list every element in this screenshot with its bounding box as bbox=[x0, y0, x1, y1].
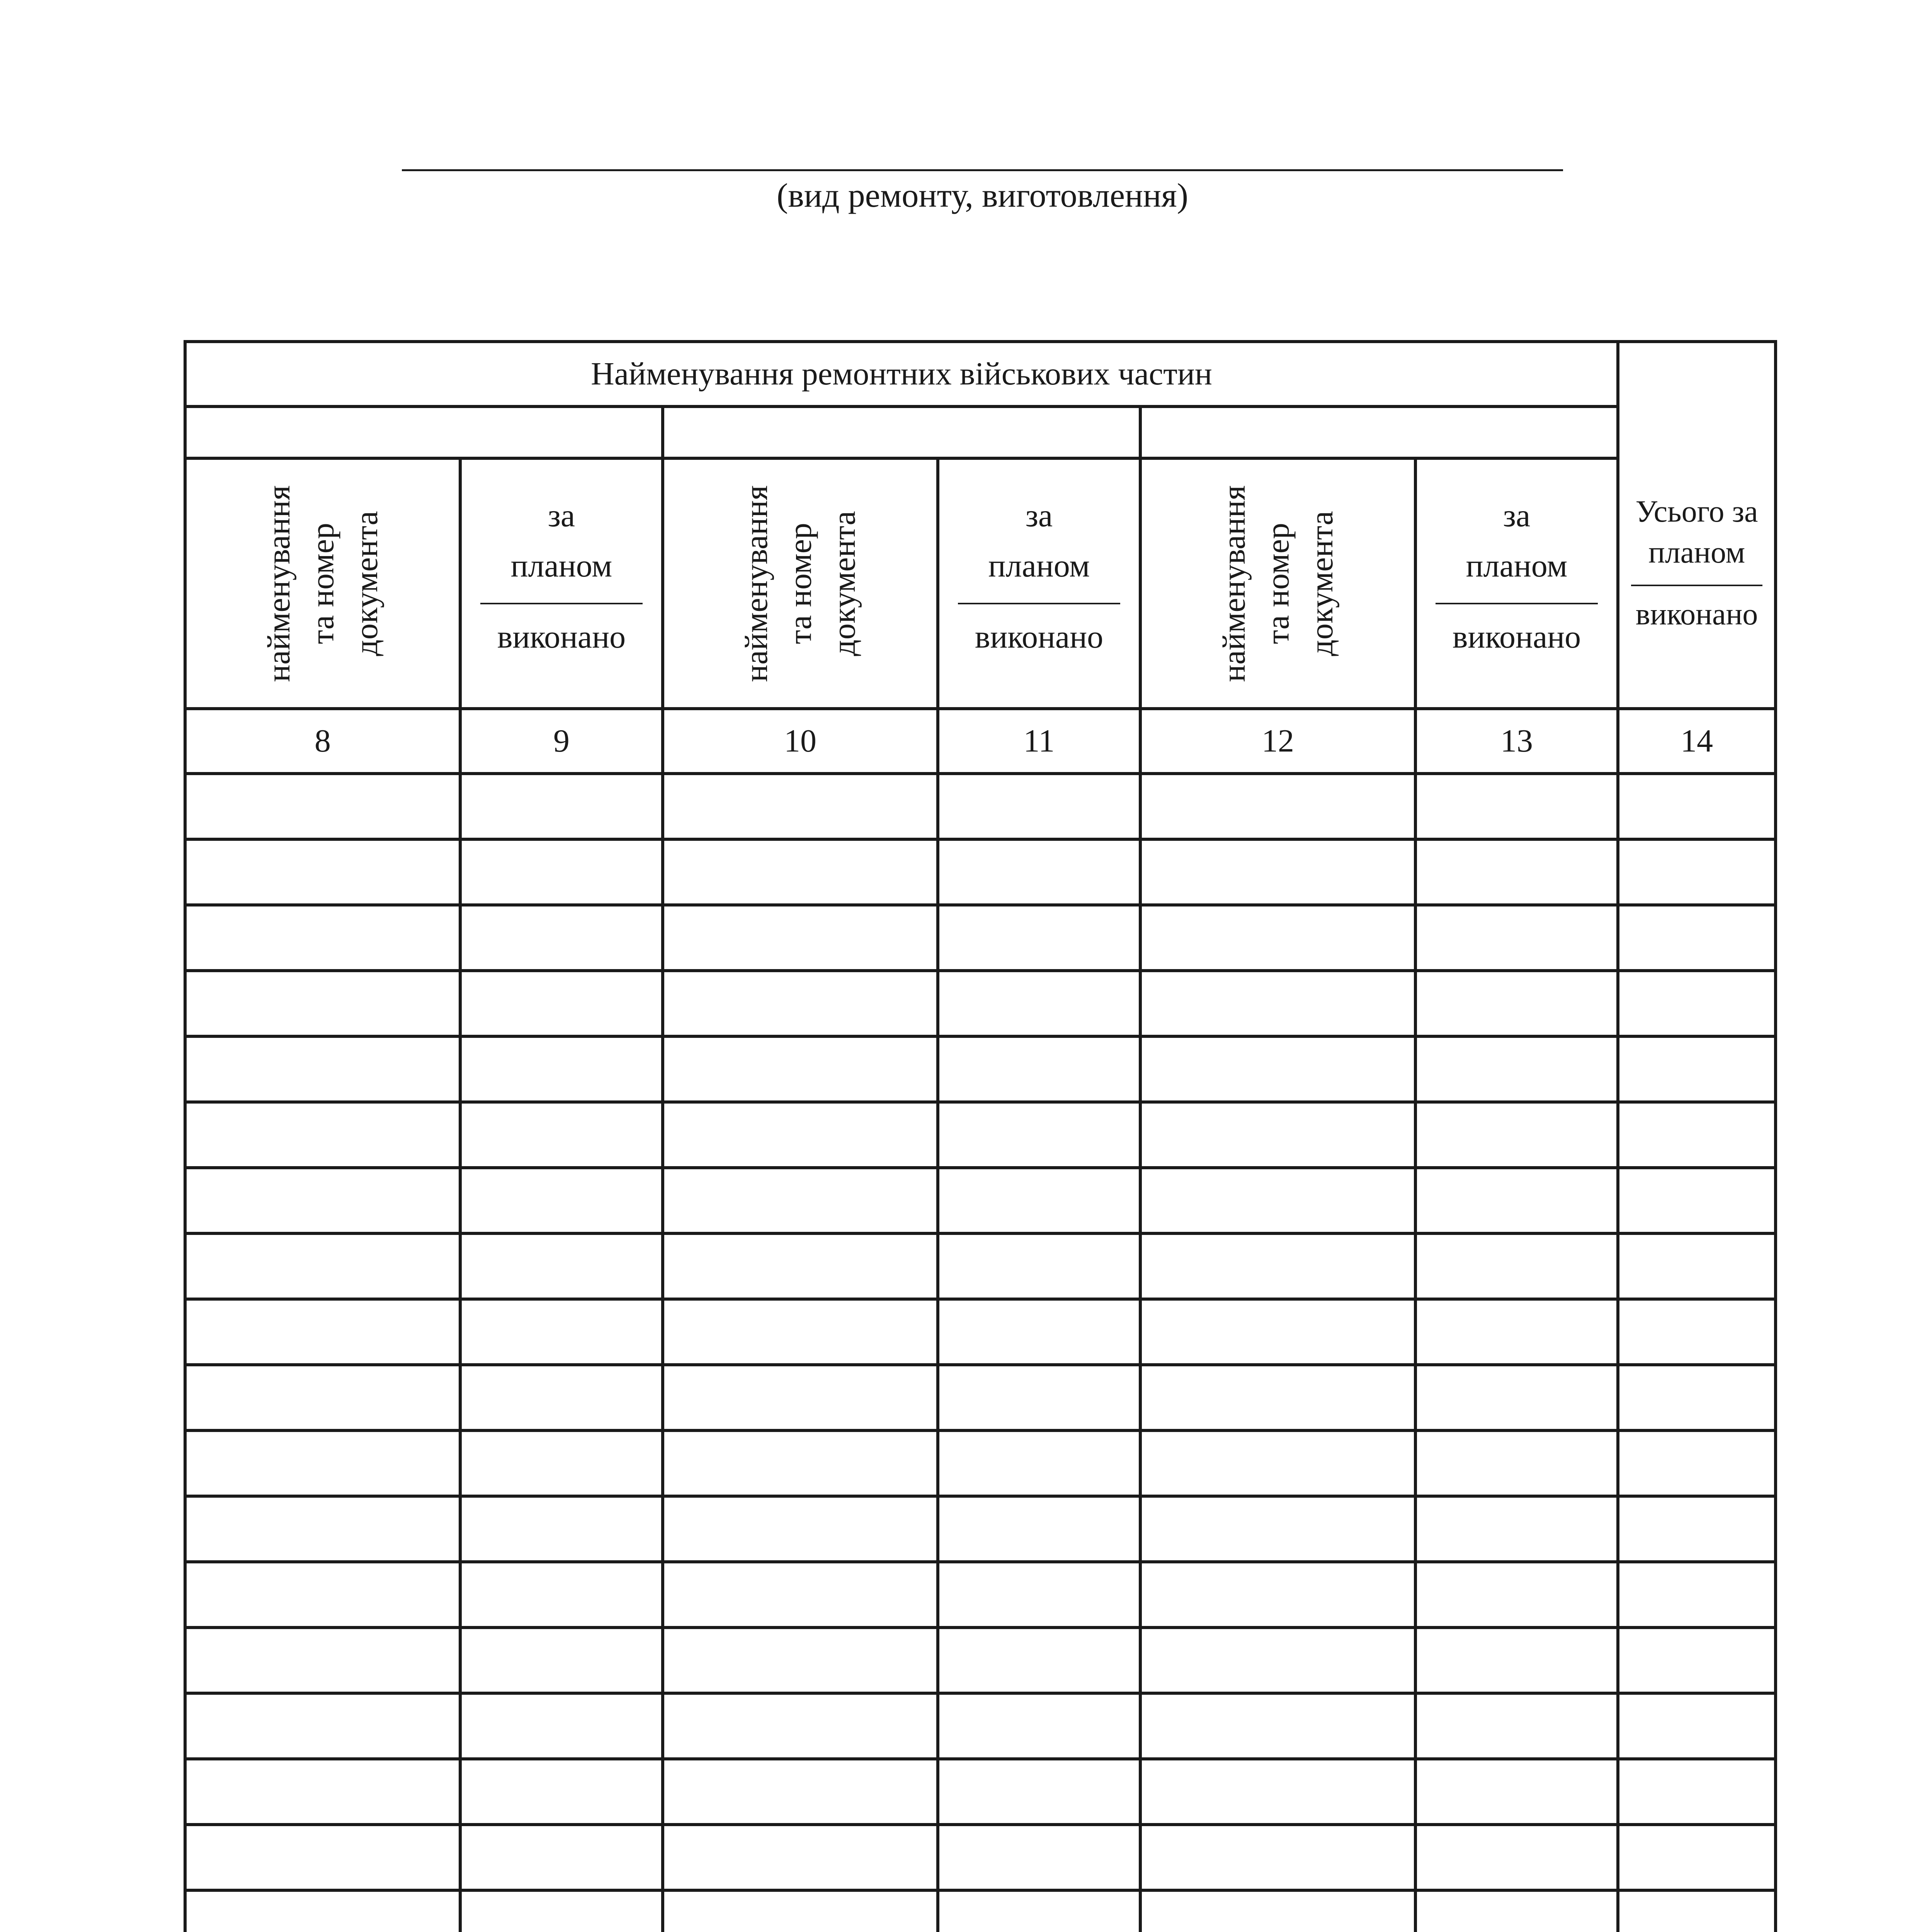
table-cell[interactable] bbox=[1415, 1168, 1618, 1233]
table-cell[interactable] bbox=[1415, 1365, 1618, 1430]
table-cell[interactable] bbox=[1415, 1036, 1618, 1102]
table-cell[interactable] bbox=[1415, 1825, 1618, 1890]
table-cell[interactable] bbox=[1415, 1102, 1618, 1168]
plan-label: за планом bbox=[510, 498, 612, 584]
table-cell[interactable] bbox=[938, 1365, 1140, 1430]
table-cell[interactable] bbox=[185, 1036, 460, 1102]
table-cell[interactable] bbox=[460, 1233, 663, 1299]
table-cell[interactable] bbox=[460, 1759, 663, 1825]
column-number: 13 bbox=[1415, 709, 1618, 774]
total-plan-label: Усього за планом bbox=[1635, 495, 1758, 570]
table-cell[interactable] bbox=[185, 1299, 460, 1365]
table-cell[interactable] bbox=[1415, 1430, 1618, 1496]
table-cell[interactable] bbox=[663, 971, 938, 1036]
data-rows bbox=[185, 774, 1776, 1932]
table-cell[interactable] bbox=[938, 1693, 1140, 1759]
table-cell[interactable] bbox=[185, 1430, 460, 1496]
table-row bbox=[185, 1365, 1776, 1430]
table-row bbox=[185, 1496, 1776, 1562]
doc-label: найменування та номер документа bbox=[738, 485, 862, 682]
table-cell[interactable] bbox=[938, 1299, 1140, 1365]
table-cell[interactable] bbox=[1618, 1233, 1776, 1299]
table-cell[interactable] bbox=[1618, 1168, 1776, 1233]
unit-2-name-cell[interactable] bbox=[663, 406, 1140, 458]
table-cell[interactable] bbox=[460, 1562, 663, 1628]
table-cell[interactable] bbox=[1618, 774, 1776, 839]
table-cell[interactable] bbox=[1618, 905, 1776, 971]
table-row bbox=[185, 1890, 1776, 1932]
table-cell[interactable] bbox=[1415, 1693, 1618, 1759]
title-underline bbox=[402, 169, 1563, 171]
table-cell[interactable] bbox=[1140, 1036, 1415, 1102]
unit-3-doc-header bbox=[1140, 458, 1415, 709]
table-cell[interactable] bbox=[460, 1890, 663, 1932]
table-cell[interactable] bbox=[663, 1168, 938, 1233]
table-cell[interactable] bbox=[460, 839, 663, 905]
plan-label: за планом bbox=[988, 498, 1090, 584]
table-cell[interactable] bbox=[1140, 1562, 1415, 1628]
table-cell[interactable] bbox=[1415, 1299, 1618, 1365]
table-cell[interactable] bbox=[1618, 1890, 1776, 1932]
column-number: 14 bbox=[1618, 709, 1776, 774]
table-cell[interactable] bbox=[663, 1036, 938, 1102]
unit-1-plan-header bbox=[460, 458, 663, 709]
table-row bbox=[185, 1562, 1776, 1628]
table-cell[interactable] bbox=[185, 839, 460, 905]
table-cell[interactable] bbox=[1415, 1496, 1618, 1562]
table-cell[interactable] bbox=[663, 905, 938, 971]
table-cell[interactable] bbox=[460, 774, 663, 839]
group-title-cell bbox=[185, 342, 1618, 406]
table-cell[interactable] bbox=[460, 1102, 663, 1168]
table-cell[interactable] bbox=[1618, 1628, 1776, 1693]
table-cell[interactable] bbox=[1415, 971, 1618, 1036]
table-cell[interactable] bbox=[663, 1759, 938, 1825]
table-cell[interactable] bbox=[185, 1496, 460, 1562]
table-cell[interactable] bbox=[1140, 1430, 1415, 1496]
table-cell[interactable] bbox=[663, 774, 938, 839]
table-cell[interactable] bbox=[938, 1036, 1140, 1102]
total-fraction-divider bbox=[1631, 585, 1762, 586]
table-row bbox=[185, 839, 1776, 905]
table-cell[interactable] bbox=[1140, 1299, 1415, 1365]
table-cell[interactable] bbox=[1140, 1693, 1415, 1759]
table-cell[interactable] bbox=[938, 971, 1140, 1036]
unit-1-name-cell[interactable] bbox=[185, 406, 663, 458]
table-cell[interactable] bbox=[1618, 1825, 1776, 1890]
table-cell[interactable] bbox=[663, 1628, 938, 1693]
unit-1-doc-header bbox=[185, 458, 460, 709]
table-cell[interactable] bbox=[185, 1759, 460, 1825]
table-cell[interactable] bbox=[938, 1168, 1140, 1233]
table-cell[interactable] bbox=[1140, 774, 1415, 839]
table-cell[interactable] bbox=[185, 1168, 460, 1233]
table-cell[interactable] bbox=[1415, 1628, 1618, 1693]
table-cell[interactable] bbox=[663, 1693, 938, 1759]
table-cell[interactable] bbox=[1140, 839, 1415, 905]
table-row bbox=[185, 1168, 1776, 1233]
table-cell[interactable] bbox=[1415, 1890, 1618, 1932]
table-cell[interactable] bbox=[938, 1102, 1140, 1168]
table-cell[interactable] bbox=[1415, 839, 1618, 905]
column-number: 12 bbox=[1140, 709, 1415, 774]
table-cell[interactable] bbox=[1140, 1496, 1415, 1562]
table-row bbox=[185, 1233, 1776, 1299]
table-cell[interactable] bbox=[460, 1825, 663, 1890]
table-cell[interactable] bbox=[938, 1759, 1140, 1825]
table-cell[interactable] bbox=[663, 1102, 938, 1168]
table-row bbox=[185, 1102, 1776, 1168]
table-row bbox=[185, 971, 1776, 1036]
table-cell[interactable] bbox=[185, 1233, 460, 1299]
column-number: 10 bbox=[663, 709, 938, 774]
table-cell[interactable] bbox=[938, 1562, 1140, 1628]
table-row bbox=[185, 1759, 1776, 1825]
table-cell[interactable] bbox=[1140, 1628, 1415, 1693]
table-row bbox=[185, 1430, 1776, 1496]
unit-2-plan-header bbox=[938, 458, 1140, 709]
table-cell[interactable] bbox=[1140, 1759, 1415, 1825]
table-cell[interactable] bbox=[185, 1628, 460, 1693]
table-cell[interactable] bbox=[185, 971, 460, 1036]
table-cell[interactable] bbox=[1140, 1233, 1415, 1299]
table-cell[interactable] bbox=[1618, 1102, 1776, 1168]
table-cell[interactable] bbox=[1140, 971, 1415, 1036]
table-row bbox=[185, 1825, 1776, 1890]
plan-label: за планом bbox=[1466, 498, 1568, 584]
table-row bbox=[185, 774, 1776, 839]
table-cell[interactable] bbox=[938, 1825, 1140, 1890]
repair-form-table bbox=[184, 340, 1777, 1932]
table-cell[interactable] bbox=[1140, 905, 1415, 971]
table-cell[interactable] bbox=[938, 839, 1140, 905]
table-cell[interactable] bbox=[663, 1365, 938, 1430]
total-header-cell bbox=[1618, 342, 1776, 709]
table-cell[interactable] bbox=[460, 905, 663, 971]
table-cell[interactable] bbox=[1618, 1759, 1776, 1825]
column-number: 11 bbox=[938, 709, 1140, 774]
table-cell[interactable] bbox=[1618, 1299, 1776, 1365]
done-label: виконано bbox=[497, 619, 626, 655]
table-cell[interactable] bbox=[663, 1890, 938, 1932]
table-row bbox=[185, 1036, 1776, 1102]
table-cell[interactable] bbox=[185, 774, 460, 839]
table-cell[interactable] bbox=[185, 1562, 460, 1628]
table-cell[interactable] bbox=[938, 1890, 1140, 1932]
unit-3-name-cell[interactable] bbox=[1140, 406, 1618, 458]
table-cell[interactable] bbox=[938, 1628, 1140, 1693]
table-cell[interactable] bbox=[460, 1430, 663, 1496]
table-row bbox=[185, 905, 1776, 971]
table-cell[interactable] bbox=[185, 1365, 460, 1430]
fraction-divider bbox=[480, 603, 643, 604]
table-cell[interactable] bbox=[938, 774, 1140, 839]
table-cell[interactable] bbox=[1415, 1233, 1618, 1299]
unit-2-doc-header bbox=[663, 458, 938, 709]
total-done-label: виконано bbox=[1635, 597, 1758, 631]
fraction-divider bbox=[958, 603, 1120, 604]
repair-type-caption: (вид ремонту, виготовлення) bbox=[776, 177, 1189, 214]
table-cell[interactable] bbox=[663, 1825, 938, 1890]
group-title: Найменування ремонтних військових частин bbox=[591, 356, 1212, 392]
table-cell[interactable] bbox=[460, 1365, 663, 1430]
table-cell[interactable] bbox=[1140, 1365, 1415, 1430]
table-cell[interactable] bbox=[460, 1299, 663, 1365]
table-cell[interactable] bbox=[1618, 1693, 1776, 1759]
table-cell[interactable] bbox=[460, 971, 663, 1036]
table-cell[interactable] bbox=[460, 1036, 663, 1102]
table-cell[interactable] bbox=[1415, 1759, 1618, 1825]
table-cell[interactable] bbox=[1140, 1168, 1415, 1233]
fraction-divider bbox=[1436, 603, 1598, 604]
table-cell[interactable] bbox=[1415, 1562, 1618, 1628]
table-cell[interactable] bbox=[1618, 1365, 1776, 1430]
table-cell[interactable] bbox=[663, 1430, 938, 1496]
table-cell[interactable] bbox=[938, 1430, 1140, 1496]
table-cell[interactable] bbox=[460, 1168, 663, 1233]
table-cell[interactable] bbox=[938, 1233, 1140, 1299]
unit-3-plan-header bbox=[1415, 458, 1618, 709]
table-cell[interactable] bbox=[1415, 774, 1618, 839]
table-row bbox=[185, 1693, 1776, 1759]
table-cell[interactable] bbox=[663, 1562, 938, 1628]
table-cell[interactable] bbox=[1140, 1890, 1415, 1932]
table-cell[interactable] bbox=[938, 1496, 1140, 1562]
table-row bbox=[185, 1628, 1776, 1693]
table-cell[interactable] bbox=[460, 1496, 663, 1562]
table-cell[interactable] bbox=[1618, 1036, 1776, 1102]
doc-label: найменування та номер документа bbox=[1216, 485, 1340, 682]
table-cell[interactable] bbox=[1618, 1430, 1776, 1496]
table-cell[interactable] bbox=[1618, 1496, 1776, 1562]
table-cell[interactable] bbox=[1140, 1825, 1415, 1890]
table-cell[interactable] bbox=[185, 905, 460, 971]
table-cell[interactable] bbox=[663, 839, 938, 905]
table-cell[interactable] bbox=[1618, 1562, 1776, 1628]
table-cell[interactable] bbox=[185, 1890, 460, 1932]
table-cell[interactable] bbox=[460, 1693, 663, 1759]
table-cell[interactable] bbox=[938, 905, 1140, 971]
column-number: 9 bbox=[460, 709, 663, 774]
done-label: виконано bbox=[975, 619, 1104, 655]
table-cell[interactable] bbox=[663, 1496, 938, 1562]
table-cell[interactable] bbox=[460, 1628, 663, 1693]
table-cell[interactable] bbox=[185, 1102, 460, 1168]
table-cell[interactable] bbox=[185, 1825, 460, 1890]
table-cell[interactable] bbox=[1618, 971, 1776, 1036]
table-cell[interactable] bbox=[185, 1693, 460, 1759]
done-label: виконано bbox=[1452, 619, 1581, 655]
table-cell[interactable] bbox=[663, 1299, 938, 1365]
table-cell[interactable] bbox=[663, 1233, 938, 1299]
table-cell[interactable] bbox=[1140, 1102, 1415, 1168]
table-row bbox=[185, 1299, 1776, 1365]
doc-label: найменування та номер документа bbox=[260, 485, 384, 682]
column-number: 8 bbox=[185, 709, 460, 774]
table-cell[interactable] bbox=[1415, 905, 1618, 971]
table-cell[interactable] bbox=[1618, 839, 1776, 905]
